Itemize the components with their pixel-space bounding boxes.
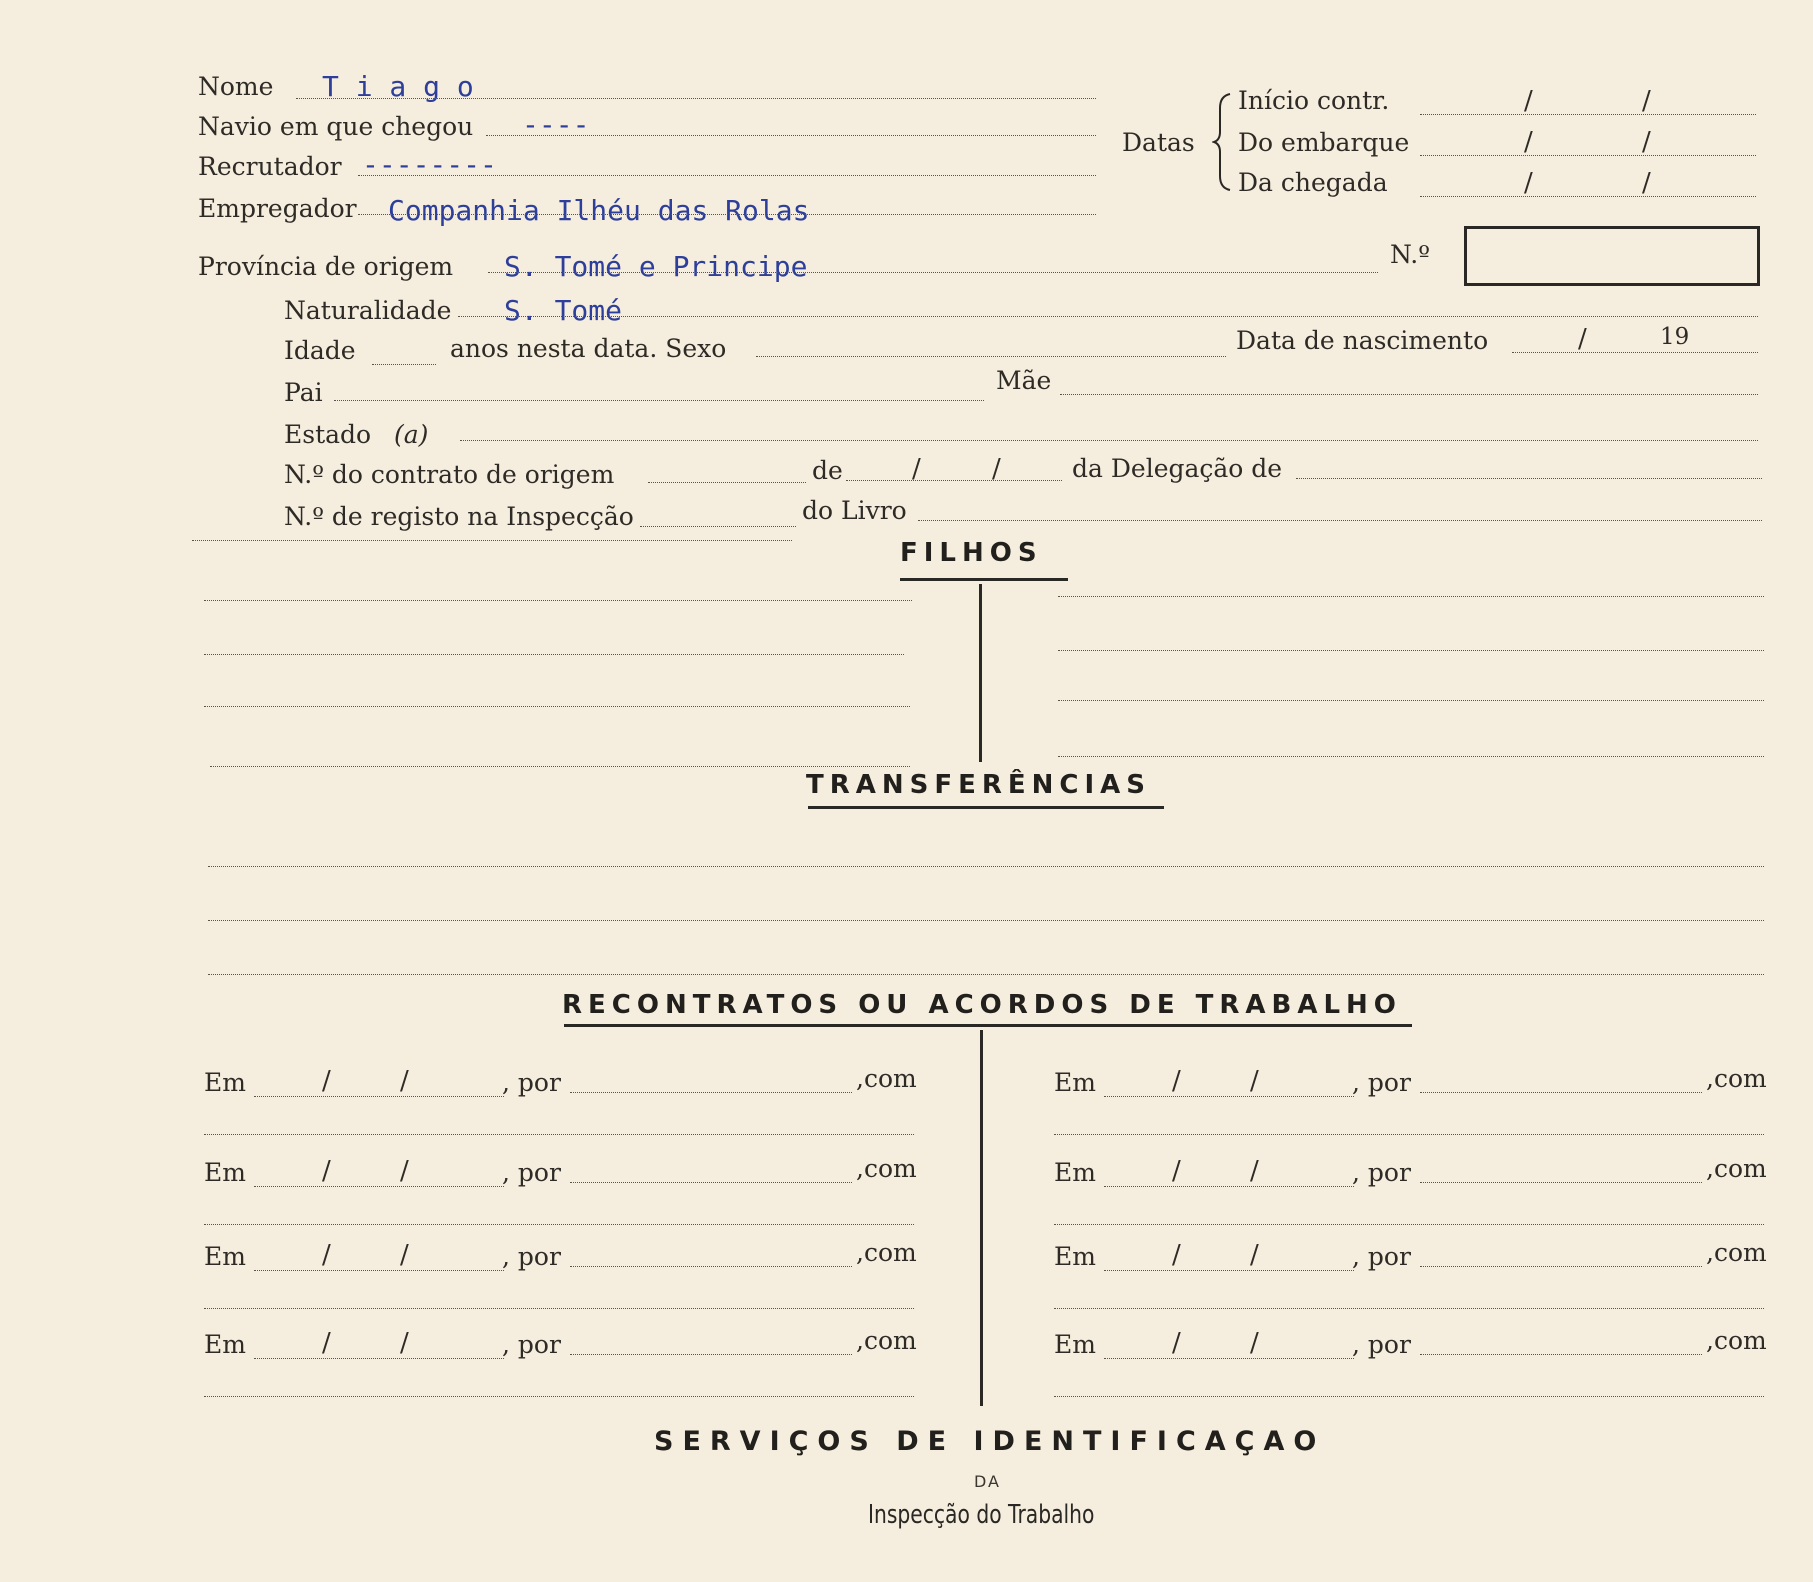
recontrato-right-4-date-line (1104, 1358, 1354, 1359)
contrato-slash-1: / (912, 454, 921, 484)
delegacao-label: da Delegação de (1072, 454, 1283, 483)
recontrato-right-2-em-label: Em (1054, 1158, 1096, 1187)
recontrato-left-1-por-line (570, 1092, 852, 1093)
inicio-slash-1: / (1524, 86, 1533, 116)
recontrato-left-2-slash-1: / (322, 1156, 331, 1186)
filhos-right-line-1 (1058, 596, 1764, 597)
recontrato-right-4-slash-1: / (1172, 1328, 1181, 1358)
livro-line (918, 520, 1762, 521)
recontrato-right-4-com-label: ,com (1706, 1326, 1767, 1355)
recontrato-right-3-slash-1: / (1172, 1240, 1181, 1270)
recontrato-right-4-por-line (1420, 1354, 1702, 1355)
provincia-value: S. Tomé e Principe (504, 250, 808, 283)
recontrato-left-3-por-label: , por (502, 1242, 561, 1271)
recontratos-heading: RECONTRATOS OU ACORDOS DE TRABALHO (562, 990, 1402, 1020)
nome-line (296, 98, 1096, 99)
nome-label: Nome (198, 72, 274, 101)
filhos-left-line-1 (204, 600, 912, 601)
chegada-slash-2: / (1642, 168, 1651, 198)
recontrato-left-1-com-label: ,com (856, 1064, 917, 1093)
filhos-left-line-3 (204, 706, 910, 707)
pai-line (334, 400, 984, 401)
navio-label: Navio em que chegou (198, 112, 474, 141)
footer-inspeccao: Inspecção do Trabalho (868, 1500, 1095, 1530)
recontrato-left-3-slash-1: / (322, 1240, 331, 1270)
recontrato-left-1-date-line (254, 1096, 504, 1097)
empregador-line (358, 214, 1096, 215)
chegada-slash-1: / (1524, 168, 1533, 198)
recontrato-left-1-em-label: Em (204, 1068, 246, 1097)
recontrato-right-2-com-line (1054, 1224, 1764, 1225)
recontrato-left-3-slash-2: / (400, 1240, 409, 1270)
sexo-line (756, 356, 1226, 357)
filhos-left-line-2 (204, 654, 904, 655)
recontrato-left-4-por-label: , por (502, 1330, 561, 1359)
recontrato-left-4-slash-1: / (322, 1328, 331, 1358)
estado-note: (a) (394, 420, 429, 449)
filhos-divider (979, 584, 982, 762)
nascimento-label: Data de nascimento (1236, 326, 1489, 355)
recontrato-right-2-por-line (1420, 1182, 1702, 1183)
mae-label: Mãe (996, 366, 1052, 395)
recontrato-right-3-date-line (1104, 1270, 1354, 1271)
contrato-label: N.º do contrato de origem (284, 460, 615, 489)
recontrato-left-3-com-label: ,com (856, 1238, 917, 1267)
recontratos-divider (980, 1030, 983, 1406)
recontrato-left-2-slash-2: / (400, 1156, 409, 1186)
numero-label: N.º (1390, 240, 1430, 269)
transferencias-underline (808, 806, 1164, 809)
inicio-slash-2: / (1642, 86, 1651, 116)
filhos-heading: FILHOS (900, 538, 1043, 568)
recontrato-left-3-com-line (204, 1308, 914, 1309)
navio-line (486, 135, 1096, 136)
recontrato-right-4-slash-2: / (1250, 1328, 1259, 1358)
datas-brace (1212, 92, 1234, 192)
naturalidade-line (458, 316, 1758, 317)
recontrato-right-3-por-label: , por (1352, 1242, 1411, 1271)
naturalidade-label: Naturalidade (284, 296, 452, 325)
recontrato-right-1-por-line (1420, 1092, 1702, 1093)
recontrato-left-3-em-label: Em (204, 1242, 246, 1271)
recontrato-right-3-com-line (1054, 1308, 1764, 1309)
pai-label: Pai (284, 378, 323, 407)
recontrato-left-2-com-label: ,com (856, 1154, 917, 1183)
embarque-slash-1: / (1524, 127, 1533, 157)
recontrato-right-1-em-label: Em (1054, 1068, 1096, 1097)
recontrato-left-2-com-line (204, 1224, 914, 1225)
recontrato-right-3-com-label: ,com (1706, 1238, 1767, 1267)
recontrato-left-1-slash-1: / (322, 1066, 331, 1096)
recontrato-right-2-slash-2: / (1250, 1156, 1259, 1186)
recontrato-right-1-por-label: , por (1352, 1068, 1411, 1097)
embarque-slash-2: / (1642, 127, 1651, 157)
filhos-right-line-2 (1058, 650, 1764, 651)
inicio-label: Início contr. (1238, 86, 1390, 115)
recontrato-right-2-slash-1: / (1172, 1156, 1181, 1186)
estado-label: Estado (284, 420, 372, 449)
inicio-line (1420, 114, 1756, 115)
recontrato-left-2-em-label: Em (204, 1158, 246, 1187)
recontrato-left-4-com-label: ,com (856, 1326, 917, 1355)
recontrato-right-4-com-line (1054, 1396, 1764, 1397)
nascimento-slash: / (1578, 324, 1587, 354)
filhos-right-line-3 (1058, 700, 1764, 701)
naturalidade-value: S. Tomé (504, 294, 623, 327)
recontrato-left-4-com-line (204, 1396, 914, 1397)
recontrato-right-1-date-line (1104, 1096, 1354, 1097)
mae-line (1060, 394, 1758, 395)
recontrato-right-1-slash-1: / (1172, 1066, 1181, 1096)
provincia-line (488, 272, 1378, 273)
recontrato-left-1-slash-2: / (400, 1066, 409, 1096)
datas-label: Datas (1122, 128, 1195, 157)
nascimento-year: 19 (1660, 324, 1690, 350)
recontrato-right-1-slash-2: / (1250, 1066, 1259, 1096)
registo-label: N.º de registo na Inspecção (284, 502, 634, 531)
recontrato-left-3-date-line (254, 1270, 504, 1271)
recontratos-underline (564, 1024, 1412, 1027)
embarque-label: Do embarque (1238, 128, 1410, 157)
chegada-label: Da chegada (1238, 168, 1388, 197)
recontrato-right-1-com-label: ,com (1706, 1064, 1767, 1093)
recontrato-right-2-por-label: , por (1352, 1158, 1411, 1187)
recontrato-right-3-em-label: Em (1054, 1242, 1096, 1271)
empregador-label: Empregador (198, 194, 357, 223)
recrutador-line (358, 175, 1096, 176)
recontrato-left-2-por-label: , por (502, 1158, 561, 1187)
livro-label: do Livro (802, 496, 907, 525)
provincia-label: Província de origem (198, 252, 454, 281)
chegada-line (1420, 196, 1756, 197)
idade-label: Idade (284, 336, 356, 365)
footer-title: SERVIÇOS DE IDENTIFICAÇAO (654, 1426, 1326, 1457)
nome-value: T i a g o (322, 70, 474, 103)
transferencias-heading: TRANSFERÊNCIAS (806, 770, 1152, 800)
recrutador-value: -------- (362, 148, 497, 181)
delegacao-line (1296, 478, 1762, 479)
filhos-left-line-4 (210, 766, 910, 767)
recontrato-left-3-por-line (570, 1266, 852, 1267)
numero-box (1464, 226, 1760, 286)
recontrato-right-3-slash-2: / (1250, 1240, 1259, 1270)
recontrato-right-1-com-line (1054, 1134, 1764, 1135)
idade-line (372, 364, 436, 365)
transferencias-line-2 (208, 920, 1764, 921)
anos-sexo-label: anos nesta data. Sexo (450, 334, 727, 363)
recontrato-left-2-por-line (570, 1182, 852, 1183)
footer-da: DA (974, 1472, 1001, 1491)
filhos-right-line-4 (1058, 756, 1764, 757)
contrato-de-label: de (812, 456, 843, 485)
recontrato-left-1-com-line (204, 1134, 914, 1135)
recontrato-right-2-com-label: ,com (1706, 1154, 1767, 1183)
recontrato-right-3-por-line (1420, 1266, 1702, 1267)
nascimento-line (1512, 352, 1758, 353)
empregador-value: Companhia Ilhéu das Rolas (388, 194, 810, 227)
recontrato-right-2-date-line (1104, 1186, 1354, 1187)
transferencias-line-3 (208, 974, 1764, 975)
navio-value: ---- (522, 108, 590, 141)
contrato-date-line (846, 480, 1062, 481)
filhos-underline (900, 578, 1068, 581)
recontrato-left-2-date-line (254, 1186, 504, 1187)
recontrato-left-4-por-line (570, 1354, 852, 1355)
recontrato-left-4-slash-2: / (400, 1328, 409, 1358)
registo-line (640, 526, 796, 527)
recontrato-right-4-por-label: , por (1352, 1330, 1411, 1359)
recontrato-left-4-date-line (254, 1358, 504, 1359)
registo-extra-line (192, 540, 792, 541)
recontrato-left-4-em-label: Em (204, 1330, 246, 1359)
recontrato-right-4-em-label: Em (1054, 1330, 1096, 1359)
contrato-line (648, 482, 806, 483)
recontrato-left-1-por-label: , por (502, 1068, 561, 1097)
estado-line (460, 440, 1758, 441)
embarque-line (1420, 155, 1756, 156)
recrutador-label: Recrutador (198, 152, 342, 181)
transferencias-line-1 (208, 866, 1764, 867)
contrato-slash-2: / (992, 454, 1001, 484)
